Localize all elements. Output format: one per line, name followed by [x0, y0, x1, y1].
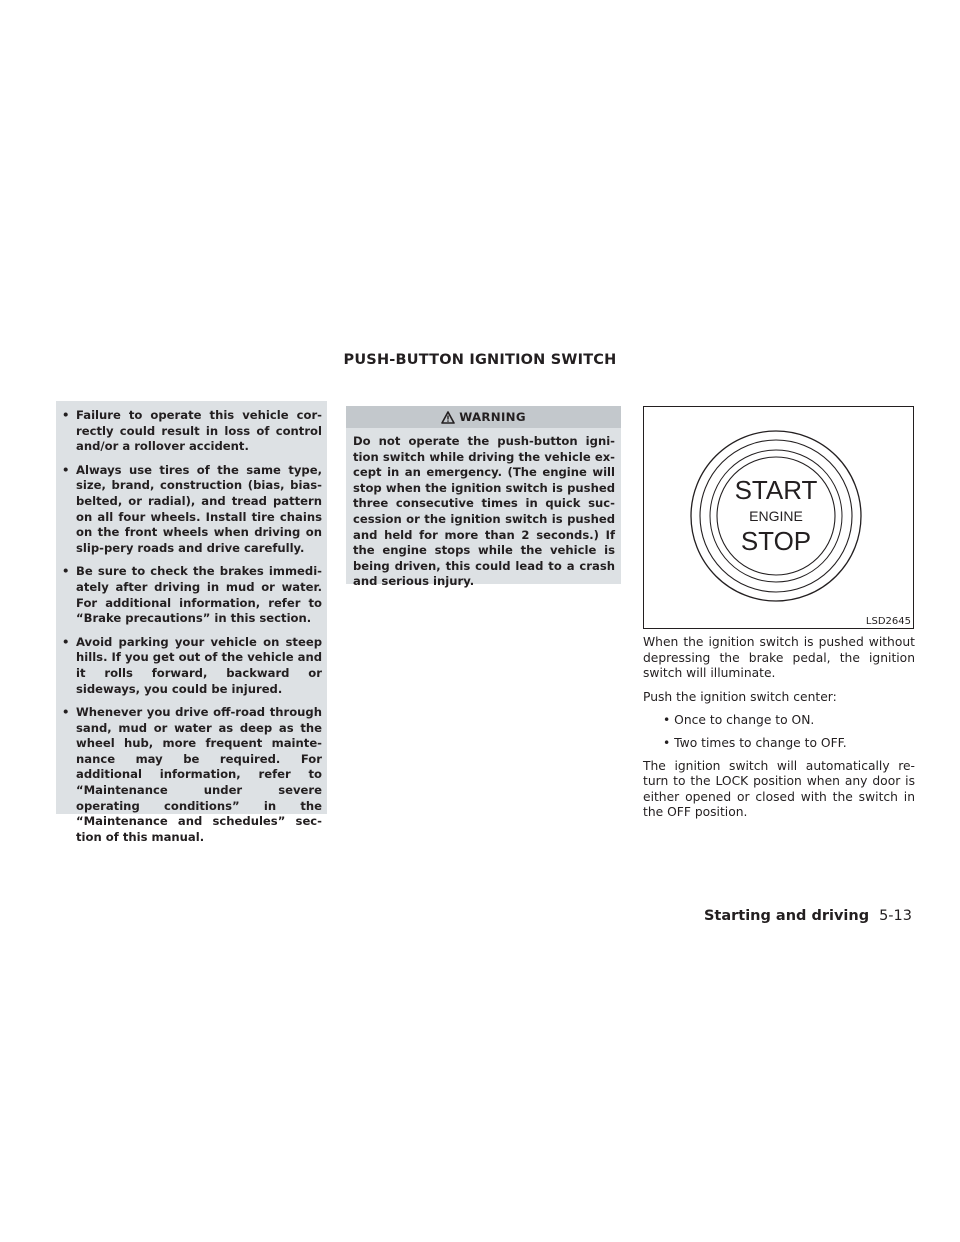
caution-item: • Avoid parking your vehicle on steep hills. If you get out of the vehicle and it rolls forward, backward or sideways, you could be injured.	[62, 634, 322, 696]
list-item: • Two times to change to OFF.	[663, 735, 847, 750]
warning-label: WARNING	[459, 410, 526, 424]
caution-item: • Whenever you drive off-road through sand, mud or water as deep as the wheel hub, more frequent mainte-nance may be required. For additional information, refer to “Maintenance under severe operating conditions” in the “Maintenance and schedules” sec-tion of this manual.	[62, 705, 322, 844]
caution-box	[56, 401, 327, 844]
caution-item: • Be sure to check the brakes immedi-ately after driving in mud or water. For additional information, refer to “Brake precautions” in this section.	[62, 564, 322, 626]
page-footer	[704, 908, 912, 924]
page-number: 5-13	[879, 908, 912, 924]
ignition-button-figure	[643, 406, 914, 629]
caution-item: • Always use tires of the same type, size, brand, construction (bias, bias-belted, or radial), and tread pattern on all four wheels. Install tire chains on the front wheels when driving on slip-pery roads and drive carefully.	[62, 462, 322, 555]
button-engine-text: ENGINE	[749, 508, 803, 524]
caution-list	[62, 408, 322, 845]
section-title: PUSH-BUTTON IGNITION SWITCH	[343, 352, 617, 368]
warning-text: Do not operate the push-button igni-tion switch while driving the vehicle ex-cept in an emergency. (The engine will stop when the ignition switch is pushed three consecutive times in quick suc-cession or the ignition switch is pushed and held for more than 2 seconds.) If the engine stops while the vehicle is being driven, this could lead to a crash and serious injury.	[353, 434, 615, 589]
ignition-button-illustration	[644, 407, 913, 628]
figure-code: LSD2645	[865, 616, 911, 627]
paragraph: The ignition switch will automatically re-turn to the LOCK position when any door is either opened or closed with the switch in the OFF position.	[643, 758, 915, 820]
warning-triangle-icon	[441, 411, 455, 424]
button-start-text: START	[734, 475, 818, 505]
warning-header	[346, 406, 621, 428]
caution-item: • Failure to operate this vehicle cor-rectly could result in loss of control and/or a rollover accident.	[62, 408, 322, 454]
chapter-title: Starting and driving	[703, 908, 870, 924]
body-text	[643, 635, 915, 829]
button-stop-text: STOP	[740, 526, 812, 556]
paragraph: Push the ignition switch center:	[643, 689, 837, 704]
list-item: • Once to change to ON.	[663, 713, 815, 728]
paragraph: When the ignition switch is pushed without depressing the brake pedal, the ignition switch will illuminate.	[643, 635, 915, 681]
warning-box	[346, 406, 621, 589]
